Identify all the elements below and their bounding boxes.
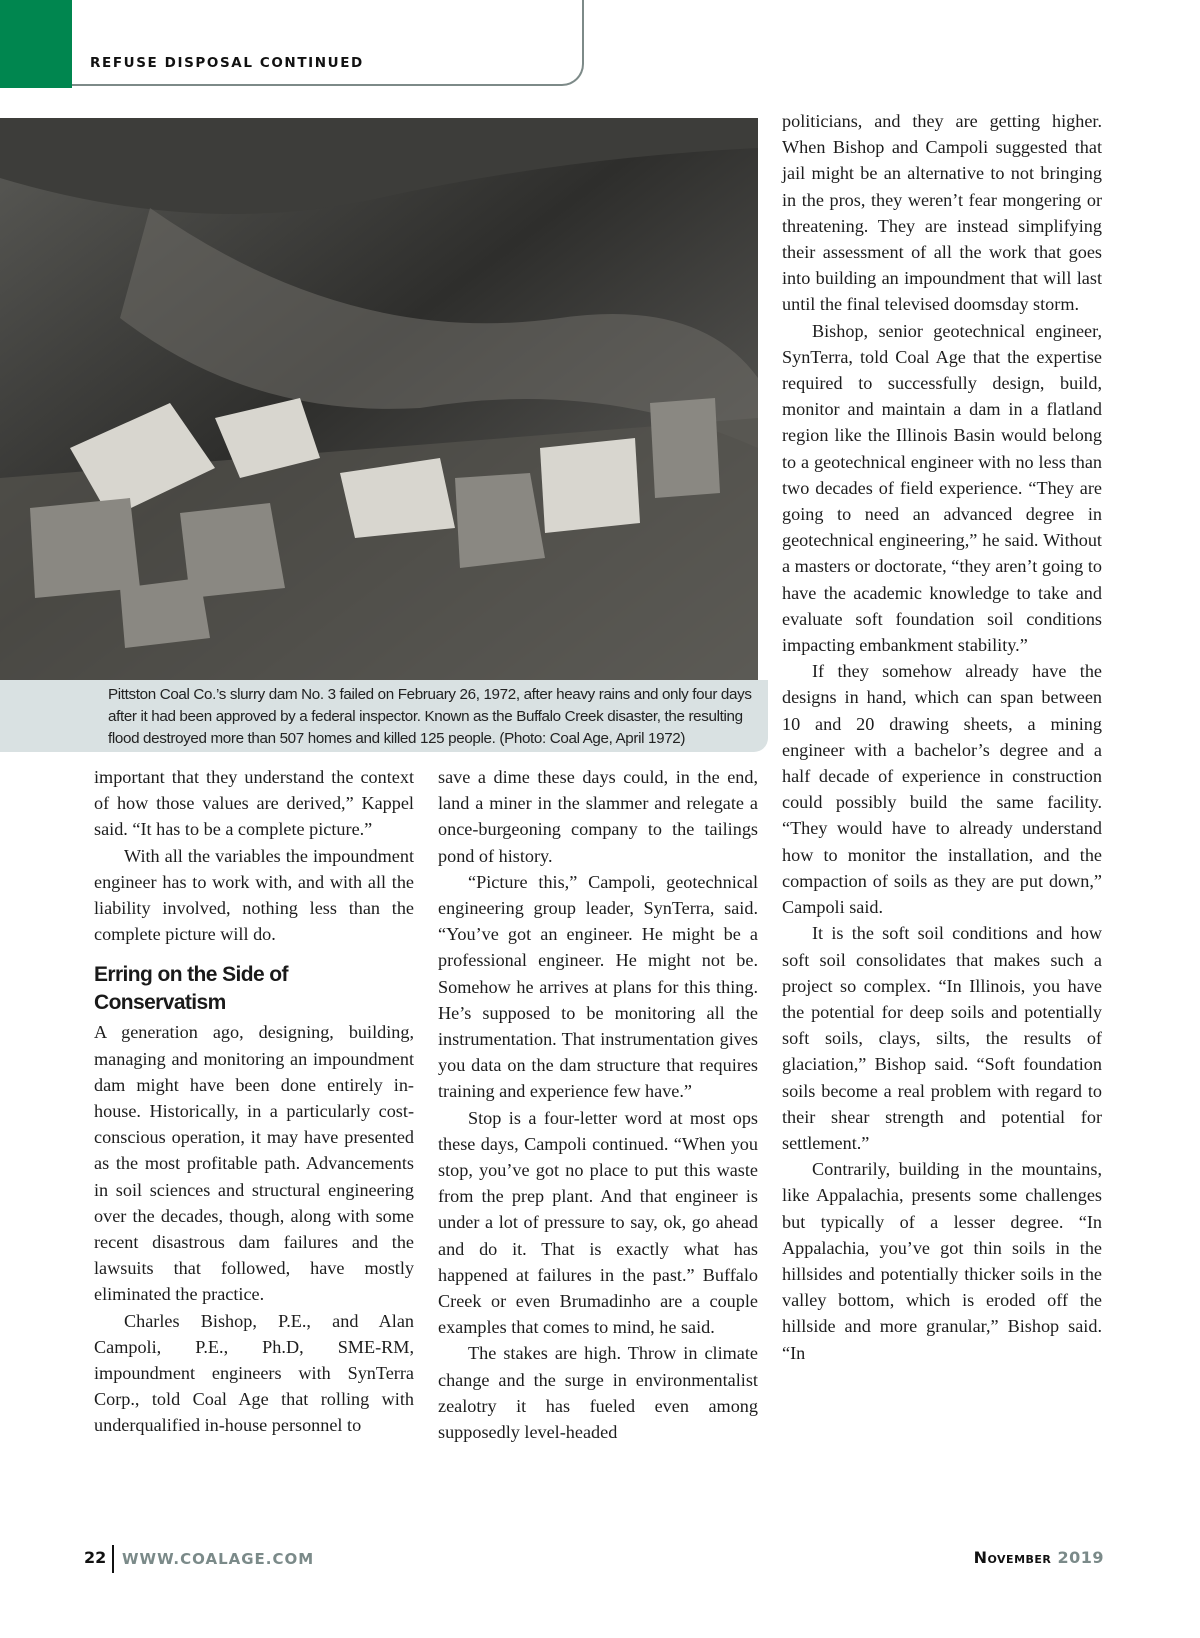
page-number: 22 xyxy=(84,1548,107,1567)
photo-caption: Pittston Coal Co.’s slurry dam No. 3 failed on February 26, 1972, after heavy rains and only four days after it had been approved by a federal inspector. Known as the Buffalo Creek disaster, the resulting flood destroyed more than 507 homes and killed 125 people. (Photo: Coal Age, April 1972) xyxy=(0,680,768,752)
article-column-1 xyxy=(94,764,414,1439)
paragraph: important that they understand the context of how those values are derived,” Kappel said. “It has to be a complete picture.” xyxy=(94,767,414,840)
paragraph: save a dime these days could, in the end, land a miner in the slammer and relegate a once-burgeoning company to the tailings pond of history. xyxy=(438,767,758,866)
paragraph: Bishop, senior geotechnical engineer, SynTerra, told Coal Age that the expertise required to successfully design, build, monitor and maintain a dam in a flatland region like the Illinois Basin would belong to a geotechnical engineer with no less than two decades of field experience. “They are going to need an advanced degree in geotechnical engineering,” he said. Without a masters or doctorate, “they aren’t going to have the academic knowledge to take and evaluate soft foundation soil conditions impacting embankment stability.” xyxy=(782,320,1102,656)
issue-date xyxy=(974,1548,1104,1567)
article-column-3 xyxy=(782,108,1102,1366)
paragraph: Charles Bishop, P.E., and Alan Campoli, P.E., Ph.D, SME-RM, impoundment engineers with SynTerra Corp., told Coal Age that rolling with underqualified in-house personnel to xyxy=(94,1310,414,1436)
paragraph: Contrarily, building in the mountains, like Appalachia, presents some challenges but typically of a lesser degree. “In Appalachia, you’ve got thin soils in the hillsides and potentially thicker soils in the valley bottom, which is eroded off the hillside and more granular,” Bishop said. “In xyxy=(782,1159,1102,1363)
paragraph: If they somehow already have the designs in hand, which can span between 10 and 20 drawing sheets, a mining engineer with a bachelor’s degree and a half decade of experience in construction could possibly build the same facility. “They would have to already understand how to monitor the installation, and the compaction of soils as they are put down,” Campoli said. xyxy=(782,661,1102,918)
paragraph: The stakes are high. Throw in climate change and the surge in environmentalist zealotry it has fueled even among supposedly level-headed xyxy=(438,1343,758,1443)
issue-year: 2019 xyxy=(1057,1548,1104,1567)
article-column-2 xyxy=(438,764,758,1445)
paragraph: “Picture this,” Campoli, geotechnical engineering group leader, SynTerra, said. “You’ve got an engineer. He might be a professional engineer. He might not be. Somehow he arrives at plans for this thing. He’s supposed to be monitoring all the instrumentation. That instrumentation gives you data on the dam structure that requires training and experience few have.” xyxy=(438,871,758,1102)
section-header-tab xyxy=(72,0,584,86)
section-color-bar xyxy=(0,0,72,88)
paragraph: With all the variables the impoundment engineer has to work with, and with all the liability involved, nothing less than the complete picture will do. xyxy=(94,845,414,945)
issue-month: November xyxy=(973,1548,1052,1567)
paragraph: A generation ago, designing, building, managing and monitoring an impoundment dam might have been done entirely in-house. Historically, in a particularly cost-conscious operation, it may have presented as the most profitable path. Advancements in soil sciences and structural engineering over the decades, though, along with some recent disastrous dam failures and the lawsuits that followed, have mostly eliminated the practice. xyxy=(94,1022,414,1305)
subheading: Erring on the Side of Conservatism xyxy=(94,963,288,1015)
footer-divider xyxy=(112,1545,114,1573)
paragraph: It is the soft soil conditions and how soft soil consolidates that makes such a project so complex. “In Illinois, you have the potential for deep soils and potentially soft soils, clays, silts, the results of glaciation,” Bishop said. “Soft foundation soils become a real problem with regard to their shear strength and potential for settlement.” xyxy=(782,923,1102,1153)
paragraph: politicians, and they are getting higher. When Bishop and Campoli suggested that jail might be an alternative to not bringing in the pros, they weren’t fear mongering or threatening. They are instead simplifying their assessment of all the work that goes into building an impoundment that will last until the final televised doomsday storm. xyxy=(782,111,1102,315)
paragraph: Stop is a four-letter word at most ops these days, Campoli continued. “When you stop, you’ve got no place to put this waste from the prep plant. And that engineer is under a lot of pressure to say, ok, go ahead and do it. That is exactly what has happened at failures in the past.” Buffalo Creek or even Brumadinho are a couple examples that comes to mind, he said. xyxy=(438,1107,758,1338)
website-link[interactable]: WWW.COALAGE.COM xyxy=(122,1550,315,1568)
buffalo-creek-photo xyxy=(0,118,758,683)
section-title: REFUSE DISPOSAL CONTINUED xyxy=(90,55,364,71)
